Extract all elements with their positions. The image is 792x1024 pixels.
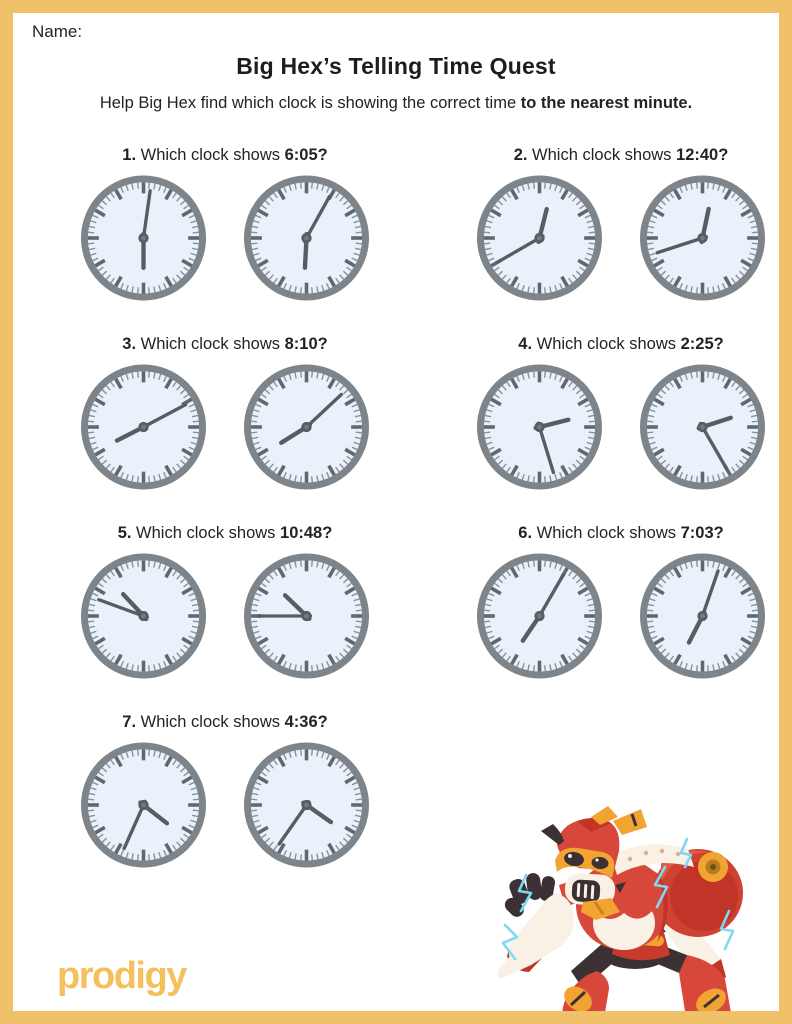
instructions-text: Help Big Hex find which clock is showing the correct time bbox=[99, 94, 521, 112]
question-heading bbox=[475, 524, 767, 543]
clock-pair bbox=[475, 362, 767, 492]
question-heading bbox=[475, 146, 767, 165]
question-block bbox=[475, 335, 767, 492]
question-prompt: Which clock shows bbox=[136, 335, 285, 353]
question-target-time: 6:05? bbox=[284, 146, 328, 164]
clock-pair bbox=[475, 551, 767, 681]
question-number: 1. bbox=[122, 146, 137, 164]
clock-pair bbox=[79, 173, 371, 303]
clock-pair bbox=[79, 362, 371, 492]
analog-clock-option-a bbox=[79, 362, 208, 492]
question-heading bbox=[79, 335, 371, 354]
analog-clock-option-b bbox=[638, 551, 767, 681]
question-prompt: Which clock shows bbox=[136, 713, 285, 731]
clock-pair bbox=[79, 740, 371, 870]
instructions-bold-text: to the nearest minute. bbox=[520, 94, 693, 112]
question-number: 7. bbox=[122, 713, 137, 731]
analog-clock-option-b bbox=[638, 362, 767, 492]
question-number: 5. bbox=[117, 524, 132, 542]
question-target-time: 4:36? bbox=[284, 713, 328, 731]
question-heading bbox=[79, 524, 371, 543]
big-hex-character-illustration bbox=[483, 793, 775, 1024]
analog-clock-option-b bbox=[242, 551, 371, 681]
analog-clock-option-a bbox=[475, 173, 604, 303]
question-block bbox=[79, 335, 371, 492]
question-prompt: Which clock shows bbox=[527, 146, 677, 164]
question-target-time: 8:10? bbox=[284, 335, 328, 353]
analog-clock-option-b bbox=[242, 362, 371, 492]
question-target-time: 12:40? bbox=[676, 146, 729, 164]
question-block bbox=[475, 146, 767, 303]
analog-clock-option-b bbox=[638, 173, 767, 303]
clock-pair bbox=[475, 173, 767, 303]
page-title: Big Hex’s Telling Time Quest bbox=[236, 53, 556, 79]
analog-clock-option-a bbox=[79, 173, 208, 303]
question-number: 4. bbox=[518, 335, 533, 353]
question-target-time: 10:48? bbox=[280, 524, 333, 542]
analog-clock-option-a bbox=[79, 740, 208, 870]
question-target-time: 2:25? bbox=[680, 335, 724, 353]
question-number: 2. bbox=[513, 146, 528, 164]
questions-grid bbox=[79, 146, 766, 870]
question-block bbox=[79, 713, 371, 870]
question-block bbox=[79, 146, 371, 303]
name-label: Name: bbox=[32, 22, 83, 41]
question-heading bbox=[79, 146, 371, 165]
instructions bbox=[13, 94, 779, 113]
question-block bbox=[79, 524, 371, 681]
question-block bbox=[475, 524, 767, 681]
question-prompt: Which clock shows bbox=[532, 524, 681, 542]
analog-clock-option-a bbox=[79, 551, 208, 681]
question-number: 6. bbox=[518, 524, 533, 542]
question-heading bbox=[79, 713, 371, 732]
analog-clock-option-a bbox=[475, 551, 604, 681]
analog-clock-option-b bbox=[242, 173, 371, 303]
question-prompt: Which clock shows bbox=[532, 335, 681, 353]
analog-clock-option-b bbox=[242, 740, 371, 870]
question-prompt: Which clock shows bbox=[131, 524, 281, 542]
question-heading bbox=[475, 335, 767, 354]
analog-clock-option-a bbox=[475, 362, 604, 492]
question-prompt: Which clock shows bbox=[136, 146, 285, 164]
question-number: 3. bbox=[122, 335, 137, 353]
clock-pair bbox=[79, 551, 371, 681]
question-target-time: 7:03? bbox=[680, 524, 724, 542]
prodigy-logo: prodigy bbox=[57, 955, 186, 997]
